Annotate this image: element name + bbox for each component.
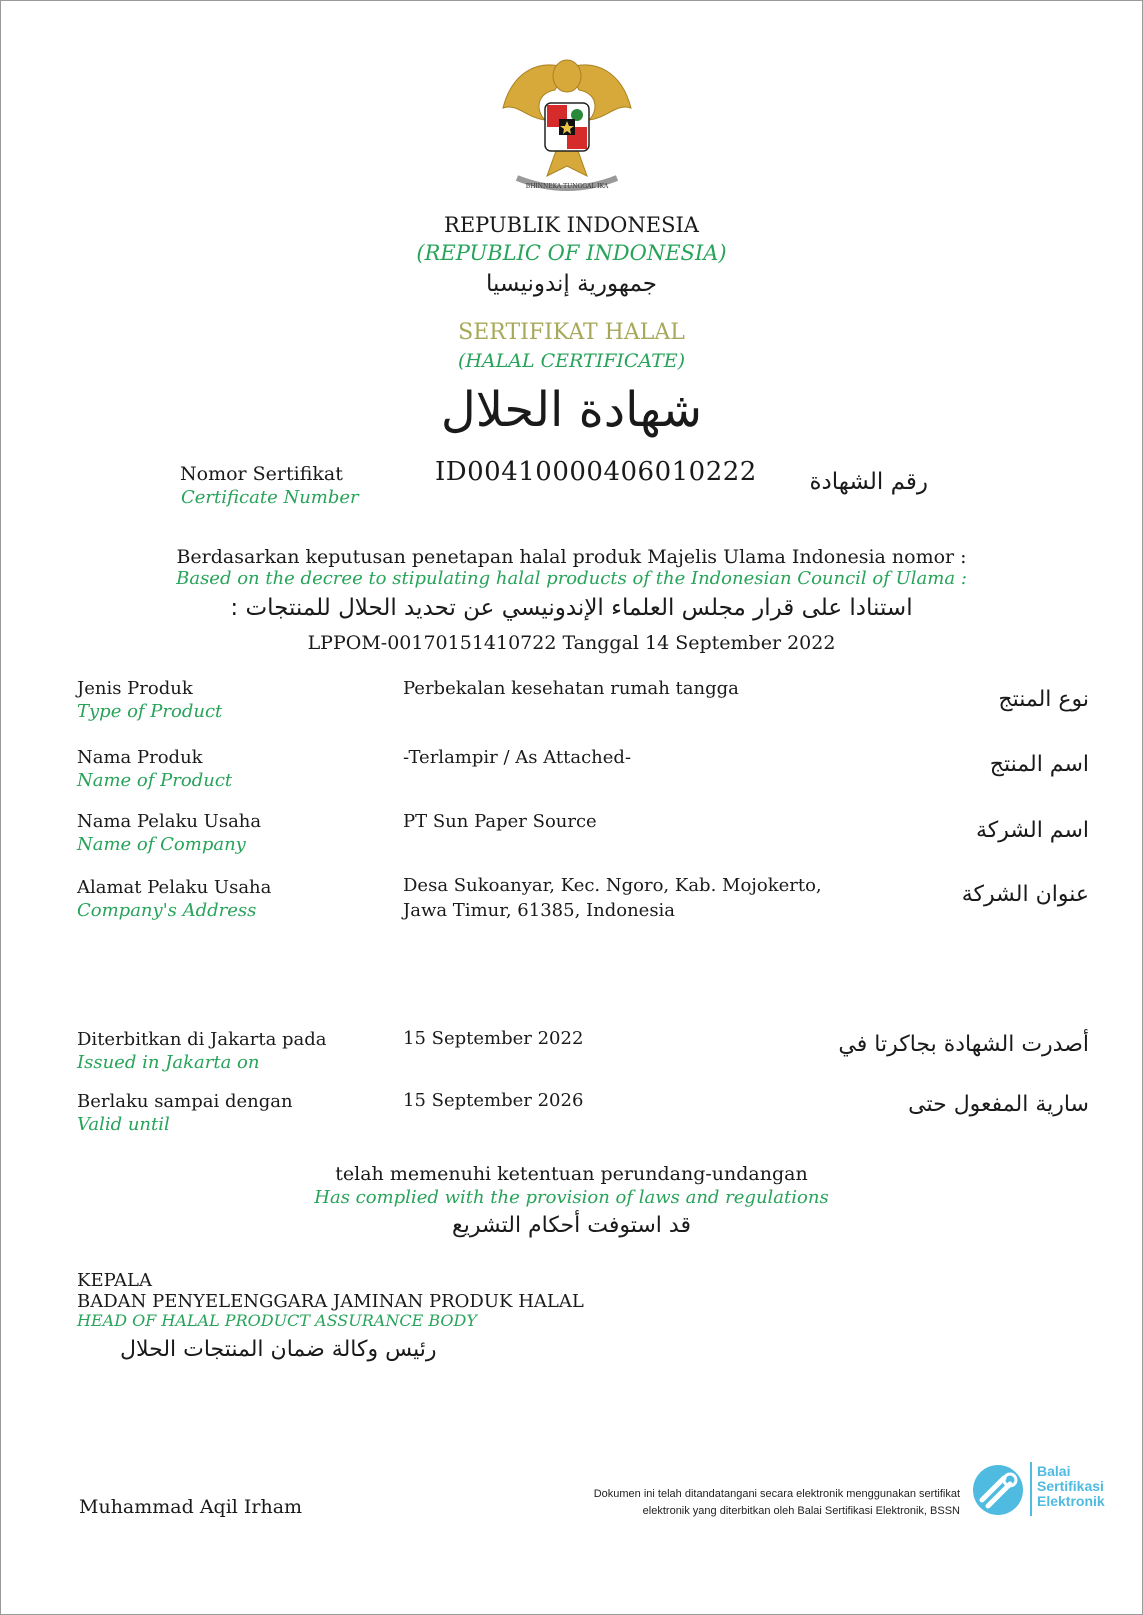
e-signature-note [540, 1486, 960, 1520]
detail-row-label [77, 677, 222, 723]
valid-date-value: 15 September 2026 [403, 1090, 584, 1111]
certificate-title-en: (HALAL CERTIFICATE) [457, 350, 686, 372]
detail-label-en: Company's Address [77, 900, 257, 921]
certificate-number-value: ID00410000406010222 [435, 457, 757, 487]
decree-text-ar: استنادا على قرار مجلس العلماء الإندونيسي عن تحديد الحلال للمنتجات : [230, 595, 913, 621]
issued-date-value: 15 September 2022 [403, 1028, 584, 1049]
detail-label: Nama Produk [77, 747, 203, 768]
detail-value [403, 873, 822, 923]
detail-label-ar: اسم المنتج [989, 752, 1089, 777]
detail-row-label [77, 810, 261, 856]
certificate-number-label-ar: رقم الشهادة [809, 469, 928, 495]
detail-label-en: Name of Product [77, 770, 233, 791]
bsre-logo-line-2: Sertifikasi [1037, 1478, 1104, 1494]
detail-label: Alamat Pelaku Usaha [77, 877, 272, 898]
e-signature-note-line-1: Dokumen ini telah ditandatangani secara elektronik menggunakan sertifikat [593, 1488, 960, 1500]
signatory-name: Muhammad Aqil Irham [79, 1496, 303, 1518]
issued-label: Diterbitkan di Jakarta pada [77, 1029, 327, 1050]
certificate-number-label: Nomor Sertifikat [180, 463, 343, 485]
detail-label-ar: عنوان الشركة [961, 882, 1089, 907]
detail-label-ar: نوع المنتج [998, 687, 1089, 712]
decree-text-en: Based on the decree to stipulating halal products of the Indonesian Council of Ulama : [176, 568, 967, 589]
detail-label-ar: اسم الشركة [975, 818, 1089, 843]
detail-value: Perbekalan kesehatan rumah tangga [403, 678, 739, 699]
signatory-head: KEPALA [77, 1270, 152, 1291]
decree-text: Berdasarkan keputusan penetapan halal produk Majelis Ulama Indonesia nomor : [176, 546, 967, 568]
signatory-body-ar: رئيس وكالة ضمان المنتجات الحلال [120, 1337, 437, 1362]
certificate-number-label-en: Certificate Number [181, 487, 359, 508]
detail-label-en: Name of Company [77, 834, 246, 855]
country-title-ar: جمهورية إندونيسيا [486, 271, 657, 297]
certificate-title-ar: شهادة الحلال [440, 382, 703, 438]
decree-reference: LPPOM-00170151410722 Tanggal 14 September 2022 [307, 632, 836, 654]
issued-label-ar: أصدرت الشهادة بجاكرتا في [838, 1032, 1089, 1057]
detail-row-label [77, 876, 271, 922]
bsre-divider [1030, 1462, 1032, 1516]
bsre-logo-text [1037, 1464, 1105, 1509]
compliance-text: telah memenuhi ketentuan perundang-undangan [335, 1163, 808, 1185]
country-title: REPUBLIK INDONESIA [444, 213, 699, 237]
issued-label-en: Issued in Jakarta on [77, 1052, 260, 1073]
detail-label-en: Type of Product [77, 701, 223, 722]
country-title-en: (REPUBLIC OF INDONESIA) [416, 241, 727, 265]
valid-label-en: Valid until [77, 1114, 170, 1135]
compliance-text-ar: قد استوفت أحكام التشريع [452, 1213, 691, 1238]
valid-label: Berlaku sampai dengan [77, 1091, 293, 1112]
signatory-body-en: HEAD OF HALAL PRODUCT ASSURANCE BODY [77, 1311, 477, 1330]
signatory-body: BADAN PENYELENGGARA JAMINAN PRODUK HALAL [77, 1291, 584, 1312]
issued-row-label [77, 1028, 327, 1074]
detail-value: -Terlampir / As Attached- [403, 747, 632, 768]
compliance-text-en: Has complied with the provision of laws and regulations [314, 1187, 829, 1208]
detail-row-label [77, 746, 232, 792]
garuda-emblem-icon [497, 48, 637, 196]
detail-label: Nama Pelaku Usaha [77, 811, 262, 832]
bsre-logo-icon [970, 1462, 1030, 1518]
bsre-logo-line-3: Elektronik [1037, 1493, 1105, 1509]
address-line-2: Jawa Timur, 61385, Indonesia [403, 900, 676, 921]
detail-label: Jenis Produk [77, 678, 193, 699]
certificate-title: SERTIFIKAT HALAL [458, 320, 685, 345]
emblem-motto: BHINNEKA TUNGGAL IKA [525, 183, 609, 190]
address-line-1: Desa Sukoanyar, Kec. Ngoro, Kab. Mojokerto, [403, 875, 822, 896]
detail-value: PT Sun Paper Source [403, 811, 597, 832]
valid-row-label [77, 1090, 293, 1136]
bsre-logo-line-1: Balai [1037, 1463, 1071, 1479]
e-signature-note-line-2: elektronik yang diterbitkan oleh Balai Sertifikasi Elektronik, BSSN [642, 1505, 960, 1517]
valid-label-ar: سارية المفعول حتى [908, 1092, 1089, 1117]
